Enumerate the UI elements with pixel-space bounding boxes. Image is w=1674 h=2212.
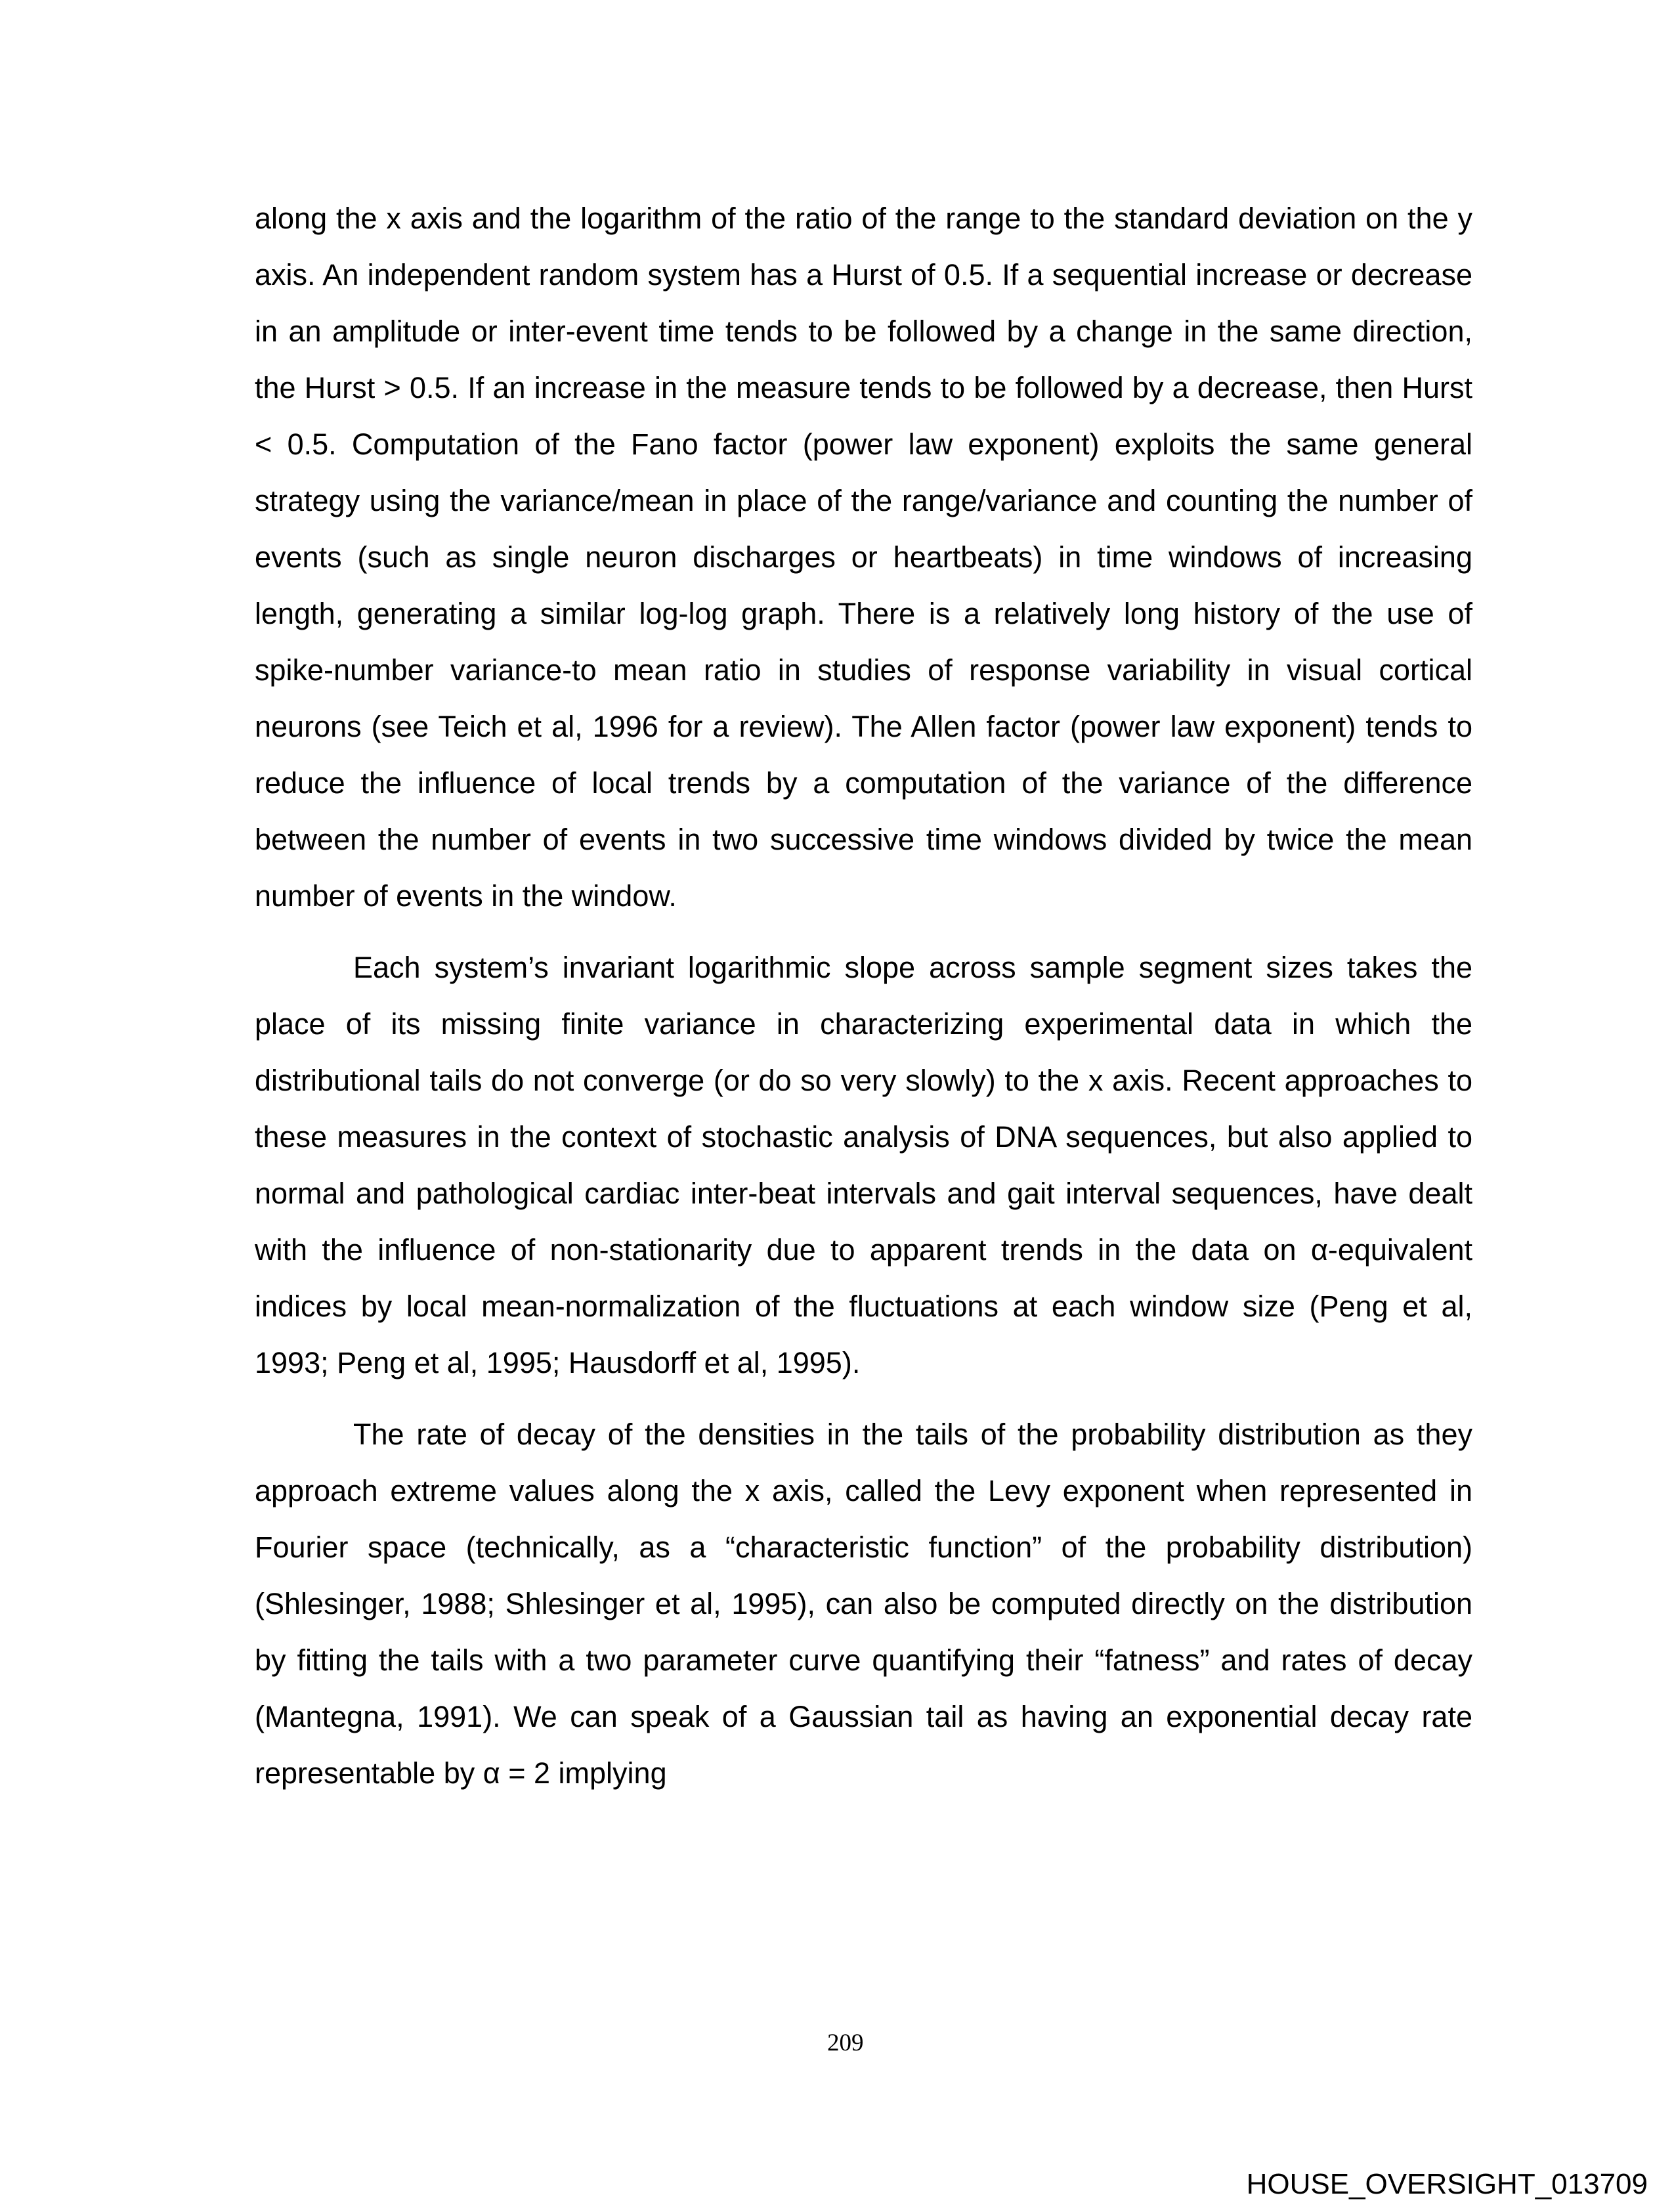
body-text	[255, 190, 1472, 1802]
paragraph-3: The rate of decay of the densities in the tails of the probability distribution as they approach extreme values along the x axis, called the Levy exponent when represented in Fourier space (technically, as a “characteristic function” of the probability distribution) (Shlesinger, 1988; Shlesinger et al, 1995), can also be computed directly on the distribution by fitting the tails with a two parameter curve quantifying their “fatness” and rates of decay (Mantegna, 1991). We can speak of a Gaussian tail as having an exponential decay rate representable by α = 2 implying	[255, 1418, 1472, 1790]
paragraph-1: along the x axis and the logarithm of the ratio of the range to the standard deviation on the y axis. An independent random system has a Hurst of 0.5. If a sequential increase or decrease in an amplitude or inter-event time tends to be followed by a change in the same direction, the Hurst > 0.5. If an increase in the measure tends to be followed by a decrease, then Hurst < 0.5. Computation of the Fano factor (power law exponent) exploits the same general strategy using the variance/mean in place of the range/variance and counting the number of events (such as single neuron discharges or heartbeats) in time windows of increasing length, generating a similar log-log graph. There is a relatively long history of the use of spike-number variance-to mean ratio in studies of response variability in visual cortical neurons (see Teich et al, 1996 for a review). The Allen factor (power law exponent) tends to reduce the influence of local trends by a computation of the variance of the difference between the number of events in two successive time windows divided by twice the mean number of events in the window.	[255, 202, 1472, 913]
paragraph-2: Each system’s invariant logarithmic slope across sample segment sizes takes the place of its missing finite variance in characterizing experimental data in which the distributional tails do not converge (or do so very slowly) to the x axis. Recent approaches to these measures in the context of stochastic analysis of DNA sequences, but also applied to normal and pathological cardiac inter-beat intervals and gait interval sequences, have dealt with the influence of non-stationarity due to apparent trends in the data on α-equivalent indices by local mean-normalization of the fluctuations at each window size (Peng et al, 1993; Peng et al, 1995; Hausdorff et al, 1995).	[255, 951, 1472, 1379]
page-number: 209	[827, 2029, 864, 2056]
bates-number: HOUSE_OVERSIGHT_013709	[1246, 2168, 1648, 2200]
